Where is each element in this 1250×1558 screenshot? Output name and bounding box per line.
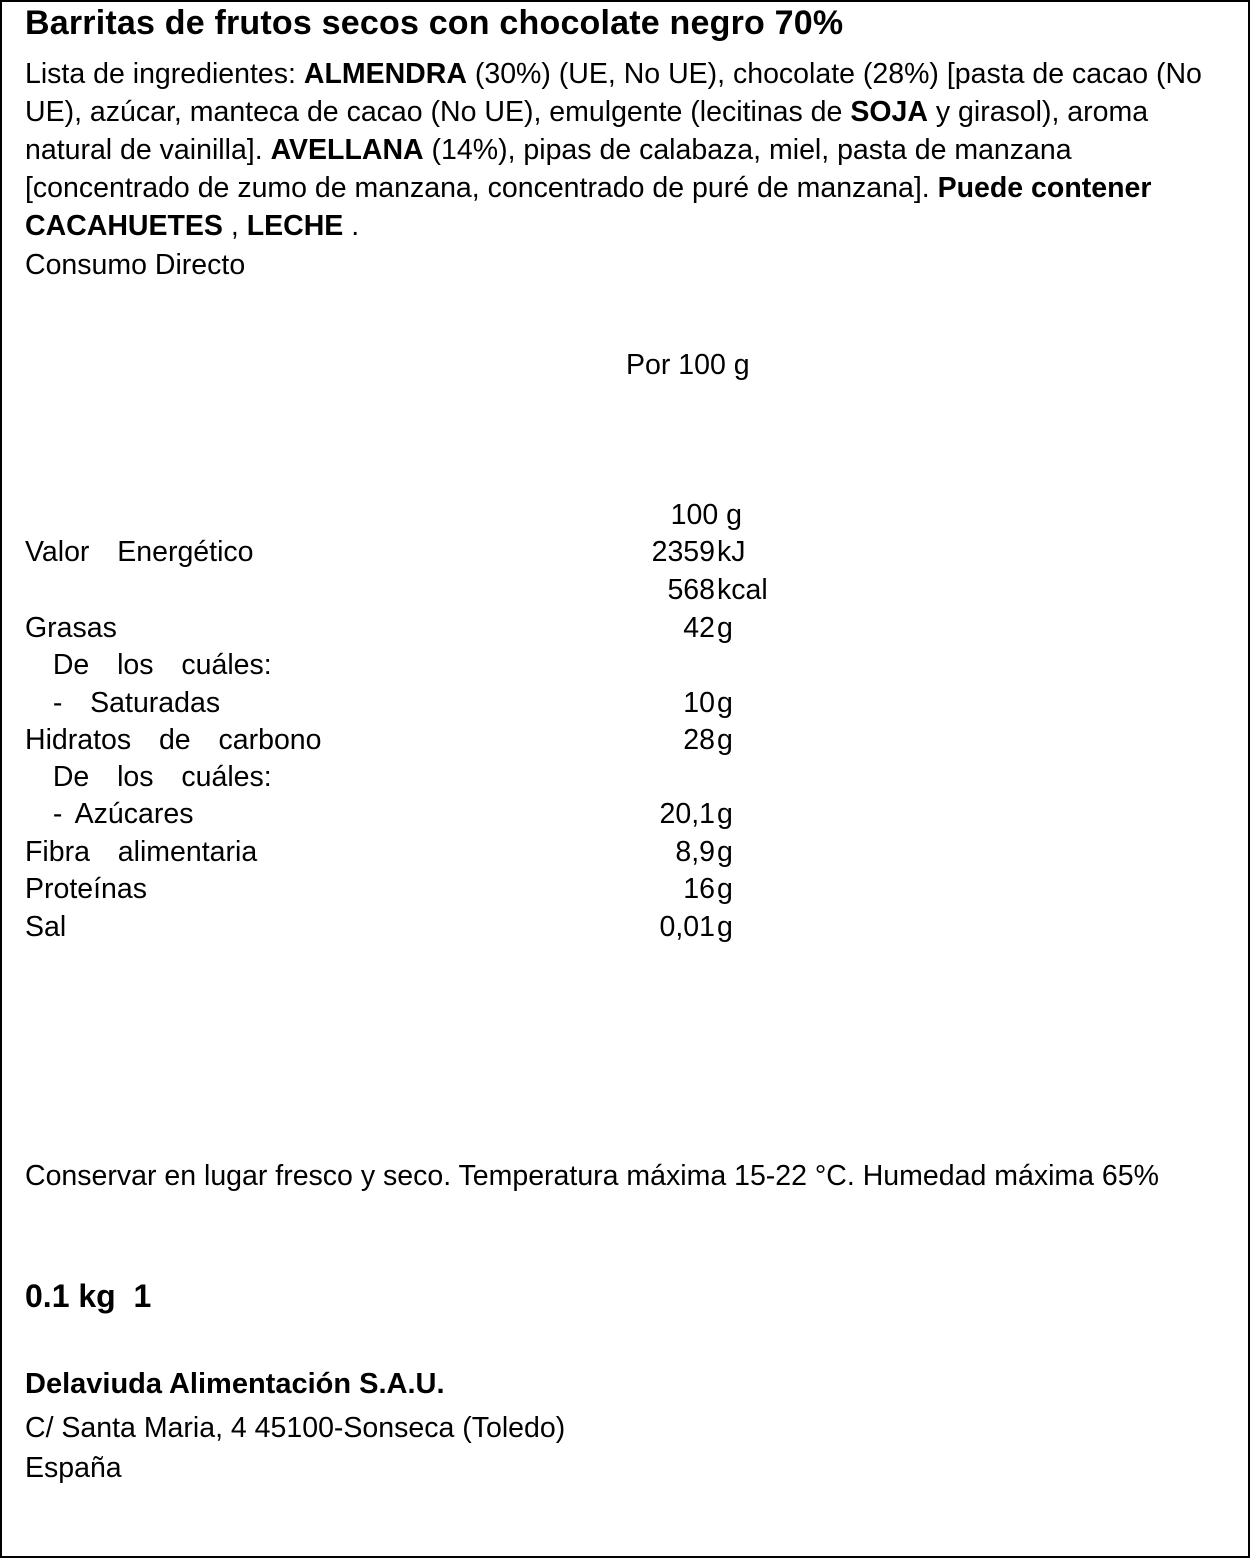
nutrition-row bbox=[0, 496, 1250, 534]
nutrient-value: 100 g bbox=[670, 499, 742, 531]
ingredient-allergen: ALMENDRA bbox=[303, 58, 467, 90]
nutrition-row bbox=[0, 571, 1250, 609]
nutrient-label: Valor Energético bbox=[25, 536, 254, 568]
nutrition-row bbox=[0, 833, 1250, 871]
company-name: Delaviuda Alimentación S.A.U. bbox=[25, 1368, 445, 1400]
net-quantity: 0.1 kg 1 bbox=[25, 1278, 152, 1314]
nutrient-value: 0,01 bbox=[659, 911, 715, 943]
nutrient-value: 42 bbox=[683, 612, 715, 644]
nutrient-label: Sal bbox=[25, 911, 67, 943]
nutrition-row bbox=[0, 684, 1250, 722]
nutrition-row bbox=[0, 609, 1250, 647]
nutrient-value: 16 bbox=[683, 873, 715, 905]
nutrition-row bbox=[0, 533, 1250, 571]
nutrient-label: Grasas bbox=[25, 612, 117, 644]
nutrient-label: Proteínas bbox=[25, 873, 147, 905]
nutrient-label: - Azúcares bbox=[25, 798, 194, 830]
ingredients-list bbox=[25, 55, 1225, 245]
nutrient-unit: g bbox=[717, 687, 733, 719]
nutrient-label: Fibra alimentaria bbox=[25, 836, 258, 868]
nutrient-value: 568 bbox=[667, 574, 715, 606]
nutrient-unit: kJ bbox=[717, 536, 746, 568]
nutrient-unit: g bbox=[717, 724, 733, 756]
ingredient-text: (30%) (UE, No UE), chocolate (28%) [pasta de cacao (No UE), azúcar, manteca de cacao (No UE), emulgente (lecitinas de bbox=[25, 58, 1202, 128]
ingredient-allergen: Puede contener CACAHUETES bbox=[25, 172, 1152, 242]
nutrient-label: Hidratos de carbono bbox=[25, 724, 322, 756]
nutrient-unit: g bbox=[717, 911, 733, 943]
storage-text: Conservar en lugar fresco y seco. Temperatura máxima 15-22 °C. Humedad máxima 65% bbox=[25, 1160, 1159, 1192]
nutrition-row bbox=[0, 795, 1250, 833]
nutrition-per-header: Por 100 g bbox=[626, 349, 750, 381]
nutrient-value: 2359 bbox=[651, 536, 715, 568]
nutrient-unit: g bbox=[717, 612, 733, 644]
nutrition-row bbox=[0, 870, 1250, 908]
ingredient-text: (14%), pipas de calabaza, miel, pasta de manzana [concentrado de zumo de manzana, concentrado de puré de manzana]. bbox=[25, 134, 1072, 204]
company-country: España bbox=[25, 1452, 122, 1484]
ingredient-text: . bbox=[343, 210, 360, 242]
ingredient-text: Lista de ingredientes: bbox=[25, 58, 304, 90]
usage-text: Consumo Directo bbox=[25, 249, 246, 281]
nutrient-unit: g bbox=[717, 873, 733, 905]
ingredient-allergen: SOJA bbox=[850, 96, 928, 128]
ingredient-allergen: AVELLANA bbox=[270, 134, 424, 166]
nutrient-value: 28 bbox=[683, 724, 715, 756]
nutrient-label: De los cuáles: bbox=[25, 649, 272, 681]
nutrient-unit: kcal bbox=[717, 574, 768, 606]
nutrition-row bbox=[0, 646, 1250, 684]
product-title: Barritas de frutos secos con chocolate negro 70% bbox=[25, 4, 844, 42]
ingredient-allergen: LECHE bbox=[246, 210, 344, 242]
nutrient-unit: g bbox=[717, 798, 733, 830]
nutrition-row bbox=[0, 758, 1250, 796]
nutrition-row bbox=[0, 721, 1250, 759]
nutrient-value: 10 bbox=[683, 687, 715, 719]
nutrient-label: - Saturadas bbox=[25, 687, 221, 719]
ingredient-text: , bbox=[222, 210, 247, 242]
ingredient-text: y girasol), aroma natural de vainilla]. bbox=[25, 96, 1149, 166]
nutrient-value: 8,9 bbox=[675, 836, 715, 868]
nutrition-row bbox=[0, 908, 1250, 946]
company-address-line: C/ Santa Maria, 4 45100-Sonseca (Toledo) bbox=[25, 1412, 566, 1444]
nutrient-label: De los cuáles: bbox=[25, 761, 272, 793]
nutrient-value: 20,1 bbox=[659, 798, 715, 830]
nutrient-unit: g bbox=[717, 836, 733, 868]
